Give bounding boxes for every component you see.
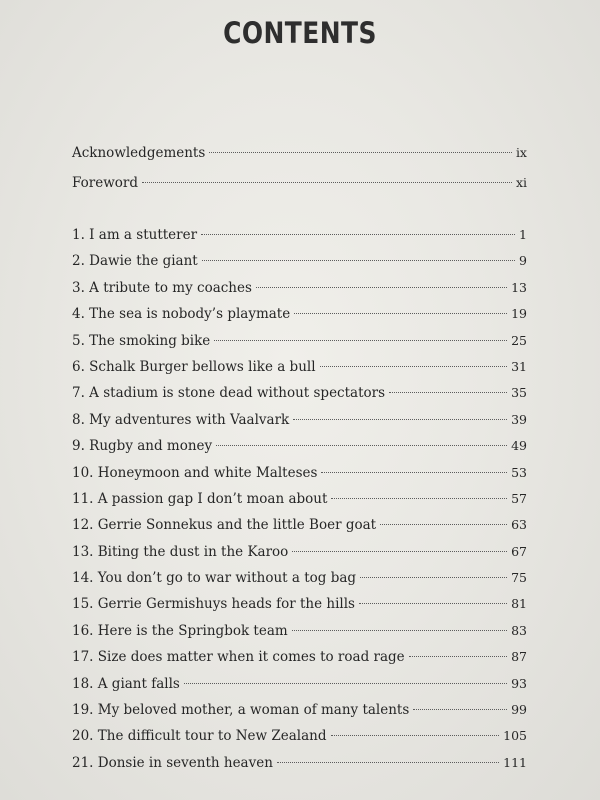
dot-leader [321, 472, 507, 473]
toc-entry-title: Acknowledgements [72, 145, 206, 161]
toc-entry [72, 275, 527, 301]
dot-leader [184, 683, 507, 684]
dot-leader [320, 366, 508, 367]
toc-entry-page: 83 [511, 622, 527, 638]
toc-entry-title: 10. Honeymoon and white Malteses [72, 464, 318, 481]
toc-entry-page: 1 [519, 227, 527, 242]
toc-entry-title: 18. A giant falls [72, 675, 180, 692]
toc-entry-title: 20. The difficult tour to New Zealand [72, 728, 327, 745]
toc-entry-page: 25 [511, 332, 527, 348]
toc-entry-page: xi [515, 175, 527, 190]
toc-entry-title: 9. Rugby and money [72, 438, 213, 455]
dot-leader [277, 762, 499, 763]
dot-leader [292, 630, 507, 631]
dot-leader [142, 182, 512, 183]
toc-entry [72, 618, 527, 644]
toc-entry [72, 591, 527, 617]
toc-entry-title: 7. A stadium is stone dead without spectators [72, 385, 386, 402]
front-matter-list [72, 138, 527, 198]
toc-entry-page: 67 [511, 543, 527, 559]
toc-entry-page: 105 [503, 728, 527, 744]
toc-entry-page: 93 [511, 675, 527, 691]
toc-entry-title: 8. My adventures with Vaalvark [72, 411, 290, 428]
toc-entry [72, 723, 527, 749]
toc-entry [72, 222, 527, 248]
toc-entry [72, 644, 527, 670]
toc-entry-title: 4. The sea is nobody’s playmate [72, 306, 291, 323]
toc-entry-page: 53 [511, 464, 527, 480]
toc-entry-title: Foreword [72, 175, 138, 191]
toc-entry-title: 5. The smoking bike [72, 332, 211, 349]
toc-entry-page: ix [515, 145, 527, 160]
toc-entry-title: 12. Gerrie Sonnekus and the little Boer goat [72, 517, 377, 534]
dot-leader [256, 287, 507, 288]
dot-leader [292, 551, 507, 552]
dot-leader [216, 445, 507, 446]
toc-entry-page: 111 [503, 754, 527, 770]
dot-leader [413, 709, 507, 710]
page-title: CONTENTS [223, 16, 377, 50]
toc-entry [72, 433, 527, 459]
dot-leader [331, 735, 500, 736]
toc-entry-page: 13 [511, 279, 527, 295]
toc-entry [72, 565, 527, 591]
toc-entry [72, 328, 527, 354]
toc-entry-page: 81 [511, 596, 527, 612]
dot-leader [294, 313, 507, 314]
toc-entry [72, 138, 527, 168]
toc-entry [72, 248, 527, 274]
toc-entry [72, 460, 527, 486]
toc-entry-page: 87 [511, 649, 527, 665]
dot-leader [209, 152, 512, 153]
toc-entry [72, 750, 527, 776]
dot-leader [359, 603, 507, 604]
toc-entry-page: 39 [511, 411, 527, 427]
toc-entry-title: 1. I am a stutterer [72, 227, 198, 243]
dot-leader [389, 392, 507, 393]
toc-entry [72, 380, 527, 406]
toc-entry-title: 16. Here is the Springbok team [72, 622, 288, 639]
toc-entry-title: 6. Schalk Burger bellows like a bull [72, 358, 316, 375]
dot-leader [380, 524, 507, 525]
toc-entry-title: 11. A passion gap I don’t moan about [72, 490, 328, 507]
toc-entry [72, 354, 527, 380]
toc-entry-page: 63 [511, 517, 527, 533]
toc-entry [72, 301, 527, 327]
toc-entry [72, 697, 527, 723]
toc-entry-page: 75 [511, 570, 527, 586]
toc-entry [72, 539, 527, 565]
chapter-list [72, 222, 527, 776]
dot-leader [360, 577, 507, 578]
toc-entry-title: 15. Gerrie Germishuys heads for the hills [72, 596, 355, 613]
toc-entry-title: 3. A tribute to my coaches [72, 279, 252, 296]
toc-entry [72, 168, 527, 198]
toc-entry [72, 512, 527, 538]
toc-entry-page: 31 [511, 358, 527, 374]
toc-entry-title: 21. Donsie in seventh heaven [72, 754, 273, 771]
dot-leader [214, 340, 507, 341]
toc-entry-title: 17. Size does matter when it comes to road rage [72, 649, 405, 666]
toc-entry [72, 486, 527, 512]
dot-leader [201, 234, 515, 235]
toc-entry [72, 671, 527, 697]
toc-entry-page: 57 [511, 490, 527, 506]
toc-entry-title: 2. Dawie the giant [72, 253, 198, 270]
toc-entry-title: 19. My beloved mother, a woman of many talents [72, 702, 410, 719]
dot-leader [293, 419, 507, 420]
dot-leader [409, 656, 507, 657]
toc-entry [72, 407, 527, 433]
toc-entry-page: 19 [511, 306, 527, 322]
toc-entry-page: 99 [511, 702, 527, 718]
toc-entry-page: 35 [511, 385, 527, 401]
dot-leader [331, 498, 507, 499]
toc-entry-page: 49 [511, 438, 527, 454]
dot-leader [202, 260, 515, 261]
toc-entry-page: 9 [519, 253, 527, 269]
toc-entry-title: 13. Biting the dust in the Karoo [72, 543, 289, 560]
toc-entry-title: 14. You don’t go to war without a tog bag [72, 570, 357, 587]
